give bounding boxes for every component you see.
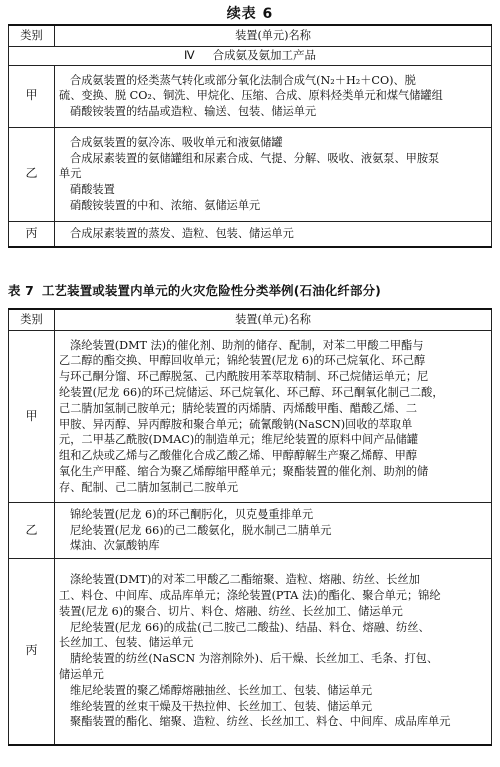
table-7: [8, 308, 492, 746]
cell-line: 硝酸铵装置的中和、浓缩、氨储运单元: [70, 198, 261, 212]
cell-line: 纶装置(尼龙 66)的环己烷储运、环己烷氧化、环己醇、环己酮氧化制己二酸，: [59, 385, 444, 399]
table-row: [9, 503, 492, 559]
cell-line: 甲胺、异丙醇、异丙醇胺和聚合单元；硫氰酸钠(NaSCN)回收的萃取单: [59, 417, 413, 431]
unit-names-cell: [55, 127, 492, 221]
cell-line: 维纶装置的丝束干燥及干热拉伸、长丝加工、包装、储运单元: [70, 699, 373, 713]
cell-line: 涤纶装置(DMT)的对苯二甲酸乙二酯缩聚、造粒、熔融、纺丝、长丝加: [70, 573, 420, 587]
cell-line: 存、配制、己二腈加氢制己二胺单元: [59, 480, 239, 494]
name-column-header: 装置(单元)名称: [55, 25, 492, 47]
table-row: [9, 221, 492, 247]
table-row: [9, 331, 492, 503]
table-header-row: [9, 309, 492, 331]
unit-names-cell: [55, 221, 492, 247]
cell-line: 煤油、次氯酸钠库: [70, 539, 160, 553]
cell-line: 尼纶装置(尼龙 66)的己二酸氨化，脱水制己二腈单元: [70, 523, 332, 537]
cell-line: 硫、变换、脱 CO₂、铜洗、甲烷化、压缩、合成、原料烃类单元和煤气储罐组: [59, 89, 443, 103]
cell-line: 涤纶装置(DMT 法)的催化剂、助剂的储存、配制，对苯二甲酸二甲酯与: [70, 338, 424, 352]
cell-line: 己二腈加氢制己胺单元；腈纶装置的丙烯腈、丙烯酸甲酯、醋酸乙烯、二: [59, 401, 418, 415]
category-cell: 甲: [9, 331, 55, 503]
section-heading: [9, 47, 492, 66]
category-cell: 乙: [9, 503, 55, 559]
table-7-number: 表 7: [8, 283, 34, 298]
cell-line: 合成尿素装置的蒸发、造粒、包装、储运单元: [70, 227, 294, 241]
category-cell: 乙: [9, 127, 55, 221]
table-row: [9, 65, 492, 127]
category-cell: 丙: [9, 221, 55, 247]
unit-names-cell: [55, 331, 492, 503]
category-column-header: 类别: [9, 309, 55, 331]
cell-line: 硝酸铵装置的结晶或造粒、输送、包装、储运单元: [70, 105, 317, 119]
cell-line: 维尼纶装置的聚乙烯醇熔融抽丝、长丝加工、包装、储运单元: [70, 683, 373, 697]
category-cell: 甲: [9, 65, 55, 127]
table-7-caption: [8, 281, 492, 299]
cell-line: 装置(尼龙 6)的聚合、切片、料仓、熔融、纺丝、长丝加工、储运单元: [59, 604, 403, 618]
table-7-title: 工艺装置或装置内单元的火灾危险性分类举例(石油化纤部分): [41, 283, 382, 298]
cell-line: 硝酸装置: [70, 183, 115, 197]
table-row: [9, 559, 492, 745]
cell-line: 尼纶装置(尼龙 66)的成盐(己二胺己二酸盐)、结晶、料仓、熔融、纺丝、: [70, 620, 430, 634]
cell-line: 氧化生产甲醛、缩合为聚乙烯醇缩甲醛单元；聚酯装置的催化剂、助剂的储: [59, 464, 429, 478]
cell-line: 腈纶装置的纺丝(NaSCN 为溶剂除外)、后干燥、长丝加工、毛条、打包、: [70, 652, 439, 666]
section-label: 合成氨及氨加工产品: [212, 48, 317, 62]
unit-names-cell: [55, 503, 492, 559]
cell-line: 合成尿素装置的氨储罐组和尿素合成、气提、分解、吸收、液氨泵、甲胺泵: [70, 151, 440, 165]
table-row: [9, 127, 492, 221]
category-column-header: 类别: [9, 25, 55, 47]
cell-line: 合成氨装置的氨冷冻、吸收单元和液氨储罐: [70, 135, 283, 149]
cell-line: 组和乙炔或乙烯与乙酸催化合成乙酸乙烯、甲醇醇解生产聚乙烯醇、甲醇: [59, 449, 418, 463]
section-row: [9, 47, 492, 66]
table-header-row: [9, 25, 492, 47]
cell-line: 乙二醇的酯交换、甲醇回收单元；锦纶装置(尼龙 6)的环己烷氧化、环己醇: [59, 354, 426, 368]
section-numeral: Ⅳ: [183, 48, 195, 62]
cell-line: 单元: [59, 167, 82, 181]
table-6: [8, 24, 492, 248]
cell-line: 储运单元: [59, 668, 104, 682]
cell-line: 元，二甲基乙酰胺(DMAC)的制造单元；维尼纶装置的原料中间产品储罐: [59, 433, 419, 447]
category-cell: 丙: [9, 559, 55, 745]
continued-table-title: 续表 6: [226, 6, 274, 22]
name-column-header: 装置(单元)名称: [55, 309, 492, 331]
cell-line: 工、料仓、中间库、成品库单元；涤纶装置(PTA 法)的酯化、聚合单元；锦纶: [59, 589, 441, 603]
cell-line: 长丝加工、包装、储运单元: [59, 636, 194, 650]
cell-line: 合成氨装置的烃类蒸气转化或部分氧化法制合成气(N₂＋H₂＋CO)、脱: [70, 73, 416, 87]
cell-line: 锦纶装置(尼龙 6)的环己酮肟化，贝克曼重排单元: [70, 507, 314, 521]
unit-names-cell: [55, 65, 492, 127]
unit-names-cell: [55, 559, 492, 745]
cell-line: 与环己酮分馏、环己醇脱氢、己内酰胺用苯萃取精制、环己烷储运单元；尼: [59, 370, 429, 384]
cell-line: 聚酯装置的酯化、缩聚、造粒、纺丝、长丝加工、料仓、中间库、成品库单元: [70, 715, 451, 729]
